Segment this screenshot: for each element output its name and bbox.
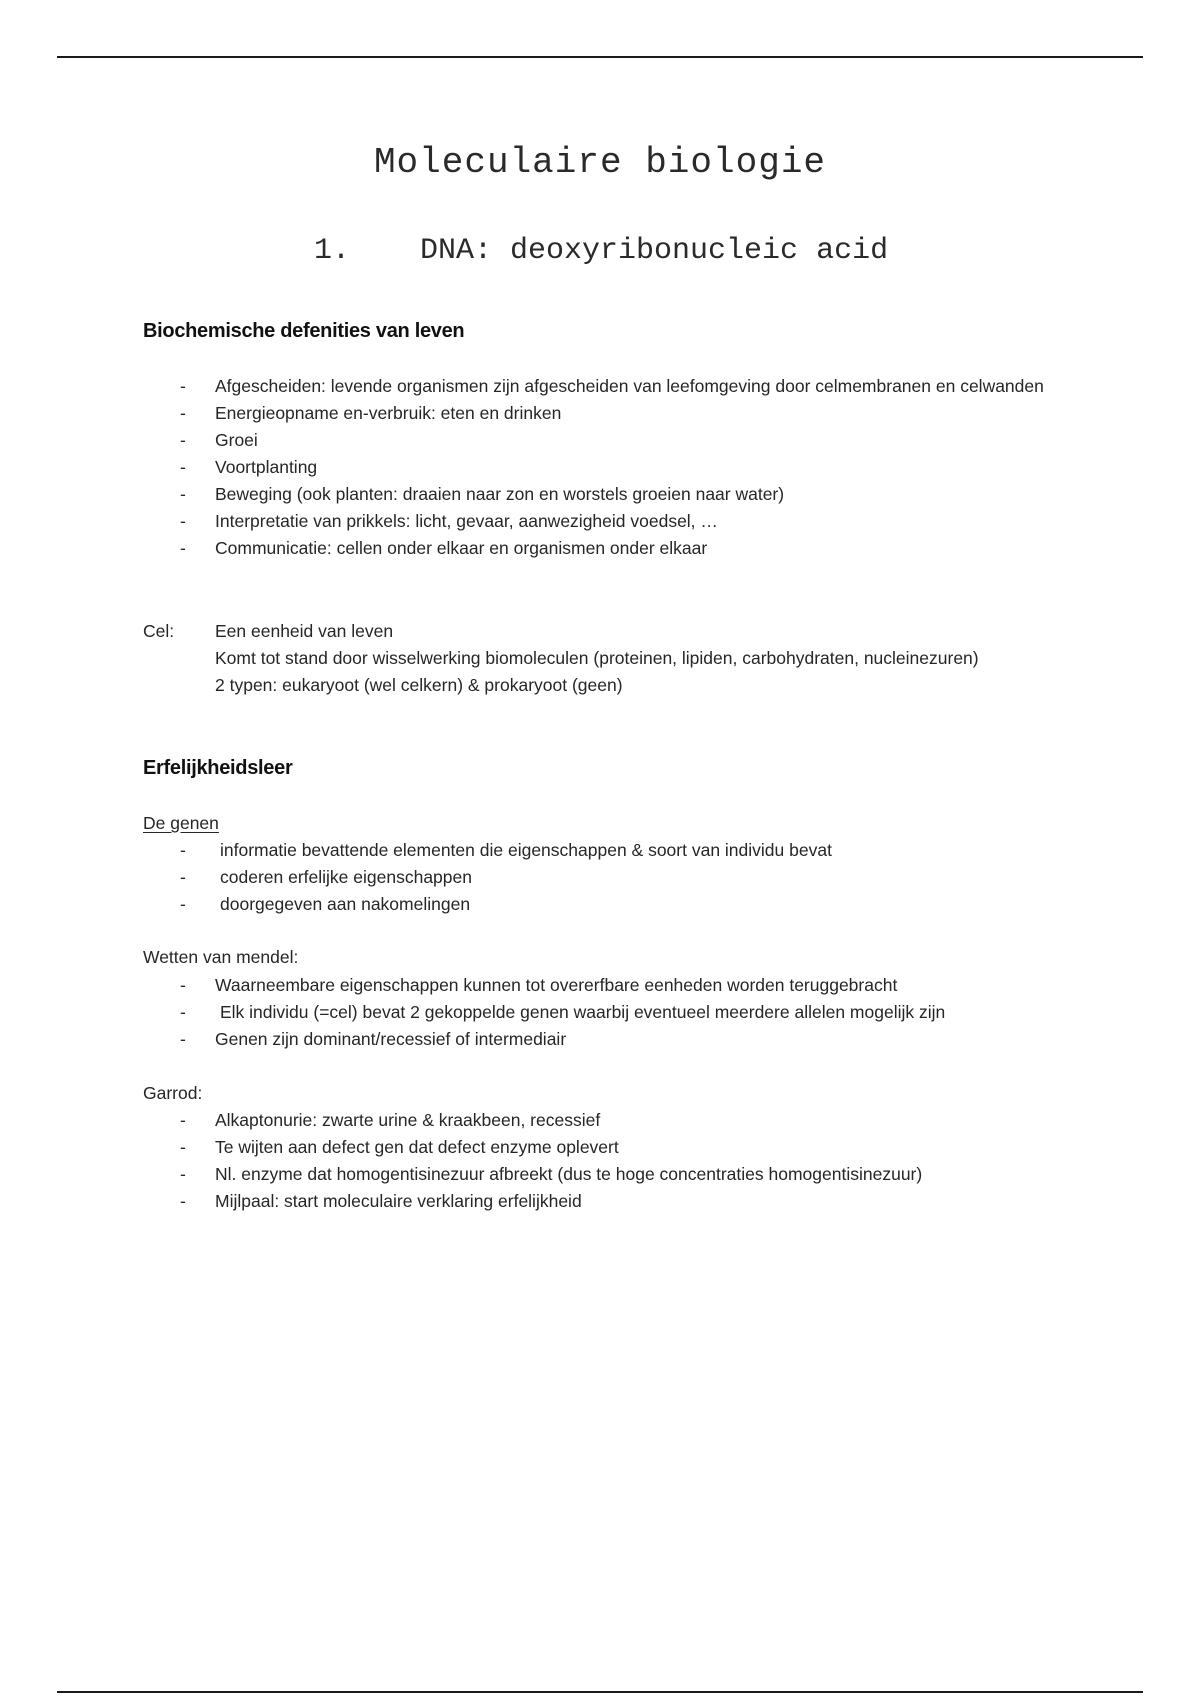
cel-line: Een eenheid van leven [215,621,394,641]
list-item: - Afgescheiden: levende organismen zijn afgescheiden van leefomgeving door celmembranen en celwanden [180,376,1044,396]
list-item: - Beweging (ook planten: draaien naar zon en worstels groeien naar water) [180,484,785,504]
document-title: Moleculaire biologie [373,142,827,183]
list-item: - doorgegeven aan nakomelingen [180,894,471,914]
list-item: - Communicatie: cellen onder elkaar en organismen onder elkaar [180,538,708,558]
chapter-title: DNA: deoxyribonucleic acid [420,234,889,268]
list-item: - Voortplanting [180,457,318,477]
list-item: - Nl. enzyme dat homogentisinezuur afbreekt (dus te hoge concentraties homogentisinezuur) [180,1164,923,1184]
garrod-list [143,1107,922,1215]
header-rule [57,56,1143,58]
cel-line: Komt tot stand door wisselwerking biomoleculen (proteinen, lipiden, carbohydraten, nucleinezuren) [215,648,979,668]
subheading-genen: De genen [143,813,219,833]
list-item: - coderen erfelijke eigenschappen [180,867,472,887]
list-item: - Groei [180,430,258,450]
list-item: - Elk individu (=cel) bevat 2 gekoppelde genen waarbij eventueel meerdere allelen mogelijk zijn [180,1002,946,1022]
biochemische-list [143,373,1200,562]
cel-lines [215,618,1095,699]
list-item: - Interpretatie van prikkels: licht, gevaar, aanwezigheid voedsel, … [180,511,718,531]
chapter-number: 1. [314,234,351,268]
list-item: - Alkaptonurie: zwarte urine & kraakbeen, recessief [180,1110,601,1130]
list-item: - Genen zijn dominant/recessief of intermediair [180,1029,567,1049]
cel-line: 2 typen: eukaryoot (wel celkern) & prokaryoot (geen) [215,675,623,695]
list-item: - informatie bevattende elementen die eigenschappen & soort van individu bevat [180,840,832,860]
genen-list [143,837,832,918]
list-item: - Mijlpaal: start moleculaire verklaring erfelijkheid [180,1191,582,1211]
list-item: - Energieopname en-verbruik: eten en drinken [180,403,562,423]
section-heading-biochemische: Biochemische defenities van leven [143,320,465,342]
section-heading-erfelijkheidsleer: Erfelijkheidsleer [143,757,293,779]
chapter-heading [314,234,888,268]
footer-rule [57,1691,1143,1693]
subheading-garrod: Garrod: [143,1083,203,1103]
cel-label: Cel: [143,621,175,641]
subheading-mendel: Wetten van mendel: [143,947,299,967]
mendel-list [143,972,945,1053]
list-item: - Te wijten aan defect gen dat defect enzyme oplevert [180,1137,619,1157]
list-item: - Waarneembare eigenschappen kunnen tot overerfbare eenheden worden teruggebracht [180,975,898,995]
